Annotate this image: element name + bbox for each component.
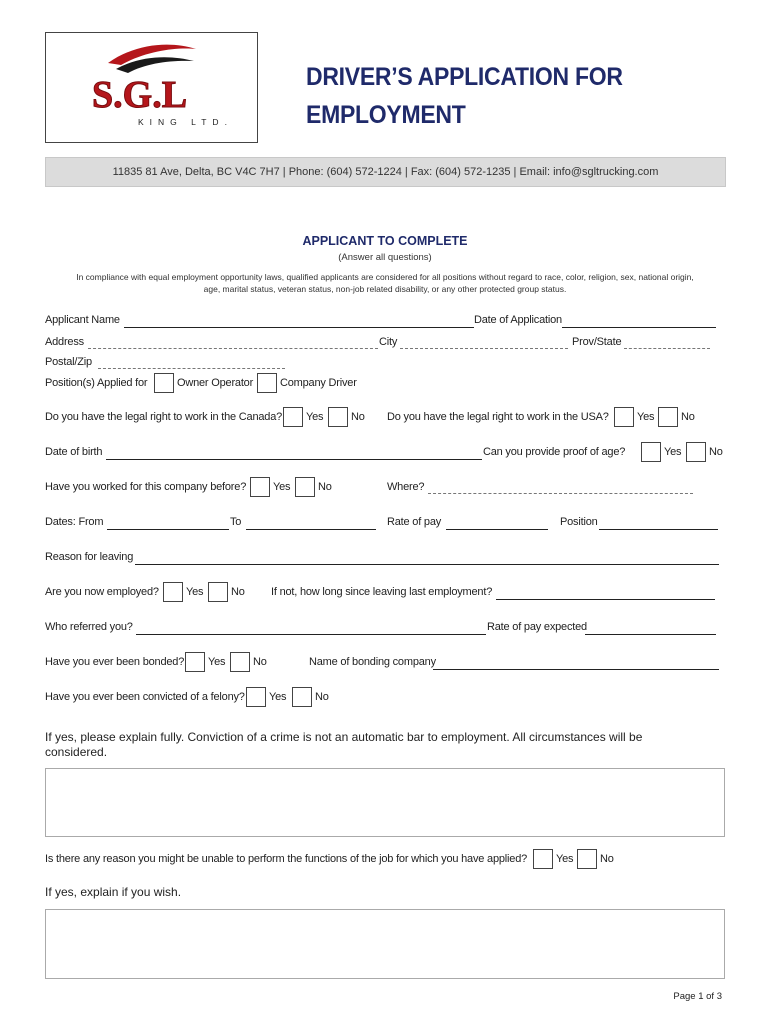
- section-title: APPLICANT TO COMPLETE: [302, 234, 468, 248]
- position-field[interactable]: [599, 529, 718, 530]
- dates-from-label: Dates: From: [45, 516, 104, 528]
- worked-before-no-label: No: [318, 481, 332, 493]
- right-canada-yes-checkbox[interactable]: [283, 407, 303, 427]
- dates-to-label: To: [230, 516, 242, 528]
- title-line-2: EMPLOYMENT: [306, 101, 466, 129]
- explain-wish-textarea[interactable]: [45, 909, 725, 979]
- proof-of-age-no-label: No: [709, 446, 723, 458]
- unable-perform-yes-checkbox[interactable]: [533, 849, 553, 869]
- compliance-note: [60, 271, 710, 295]
- worked-before-label: Have you worked for this company before?: [45, 481, 247, 493]
- proof-of-age-yes-label: Yes: [664, 446, 682, 458]
- bonded-no-checkbox[interactable]: [230, 652, 250, 672]
- postal-zip-label: Postal/Zip: [45, 356, 92, 368]
- felony-yes-checkbox[interactable]: [246, 687, 266, 707]
- right-canada-label: Do you have the legal right to work in the Canada?: [45, 411, 283, 423]
- positions-applied-label: Position(s) Applied for: [45, 377, 148, 389]
- date-of-application-label: Date of Application: [474, 314, 562, 326]
- worked-before-yes-label: Yes: [273, 481, 291, 493]
- now-employed-yes-checkbox[interactable]: [163, 582, 183, 602]
- reason-leaving-label: Reason for leaving: [45, 551, 134, 563]
- right-canada-yes-label: Yes: [306, 411, 324, 423]
- unable-perform-no-label: No: [600, 853, 614, 865]
- felony-yes-label: Yes: [269, 691, 287, 703]
- city-field[interactable]: [400, 348, 568, 349]
- felony-no-checkbox[interactable]: [292, 687, 312, 707]
- bonding-company-field[interactable]: [433, 669, 719, 670]
- now-employed-no-label: No: [231, 586, 245, 598]
- right-usa-no-checkbox[interactable]: [658, 407, 678, 427]
- unable-perform-yes-label: Yes: [556, 853, 574, 865]
- bonded-label: Have you ever been bonded?: [45, 656, 185, 668]
- applicant-name-label: Applicant Name: [45, 314, 120, 326]
- felony-explain-textarea[interactable]: [45, 768, 725, 837]
- position-label: Position: [560, 516, 598, 528]
- how-long-label: If not, how long since leaving last employment?: [271, 586, 493, 598]
- now-employed-yes-label: Yes: [186, 586, 204, 598]
- reason-leaving-field[interactable]: [135, 564, 719, 565]
- company-driver-checkbox[interactable]: [257, 373, 277, 393]
- date-of-birth-label: Date of birth: [45, 446, 103, 458]
- address-field[interactable]: [88, 348, 378, 349]
- proof-of-age-yes-checkbox[interactable]: [641, 442, 661, 462]
- svg-text:KING LTD.: KING LTD.: [138, 117, 233, 127]
- unable-perform-no-checkbox[interactable]: [577, 849, 597, 869]
- address-label: Address: [45, 336, 84, 348]
- right-usa-no-label: No: [681, 411, 695, 423]
- how-long-field[interactable]: [496, 599, 715, 600]
- explain-wish-label: If yes, explain if you wish.: [45, 885, 182, 899]
- bonded-yes-label: Yes: [208, 656, 226, 668]
- where-field[interactable]: [428, 493, 693, 494]
- worked-before-yes-checkbox[interactable]: [250, 477, 270, 497]
- worked-before-no-checkbox[interactable]: [295, 477, 315, 497]
- compliance-line-1: In compliance with equal employment opportunity laws, qualified applicants are considered for all positions without regard to race, color, religion, sex, national origin,: [76, 272, 694, 282]
- postal-zip-field[interactable]: [98, 368, 285, 369]
- prov-state-field[interactable]: [624, 348, 710, 349]
- dates-from-field[interactable]: [107, 529, 229, 530]
- where-label: Where?: [387, 481, 425, 493]
- prov-state-label: Prov/State: [572, 336, 622, 348]
- owner-operator-checkbox[interactable]: [154, 373, 174, 393]
- felony-label: Have you ever been convicted of a felony?: [45, 691, 245, 703]
- bonding-company-label: Name of bonding company: [309, 656, 436, 668]
- felony-explain-line-2: considered.: [45, 745, 108, 759]
- company-logo: [46, 33, 257, 142]
- address-bar: 11835 81 Ave, Delta, BC V4C 7H7 | Phone: (604) 572-1224 | Fax: (604) 572-1235 | Email: info@sgltrucking.com: [45, 157, 726, 187]
- proof-of-age-label: Can you provide proof of age?: [483, 446, 626, 458]
- title-line-1: DRIVER’S APPLICATION FOR: [306, 63, 623, 91]
- bonded-yes-checkbox[interactable]: [185, 652, 205, 672]
- company-logo-box: [45, 32, 258, 143]
- date-of-application-field[interactable]: [562, 327, 716, 328]
- compliance-line-2: age, marital status, veteran status, non-job related disability, or any other protected group status.: [203, 284, 567, 294]
- company-driver-label: Company Driver: [280, 377, 357, 389]
- now-employed-no-checkbox[interactable]: [208, 582, 228, 602]
- who-referred-label: Who referred you?: [45, 621, 133, 633]
- felony-explain-text: [45, 730, 642, 760]
- right-usa-label: Do you have the legal right to work in the USA?: [387, 411, 609, 423]
- right-usa-yes-label: Yes: [637, 411, 655, 423]
- svg-text:S.G.L: S.G.L: [92, 74, 188, 116]
- date-of-birth-field[interactable]: [106, 459, 482, 460]
- dates-to-field[interactable]: [246, 529, 376, 530]
- felony-no-label: No: [315, 691, 329, 703]
- bonded-no-label: No: [253, 656, 267, 668]
- felony-explain-line-1: If yes, please explain fully. Conviction of a crime is not an automatic bar to employment. All circumstances will be: [45, 730, 643, 744]
- owner-operator-label: Owner Operator: [177, 377, 254, 389]
- proof-of-age-no-checkbox[interactable]: [686, 442, 706, 462]
- rate-expected-label: Rate of pay expected: [487, 621, 587, 633]
- who-referred-field[interactable]: [136, 634, 486, 635]
- section-subtitle: (Answer all questions): [338, 252, 432, 263]
- rate-of-pay-field[interactable]: [446, 529, 548, 530]
- page-number: Page 1 of 3: [673, 991, 722, 1002]
- applicant-name-field[interactable]: [124, 327, 474, 328]
- page-title: [306, 58, 623, 134]
- right-canada-no-checkbox[interactable]: [328, 407, 348, 427]
- now-employed-label: Are you now employed?: [45, 586, 159, 598]
- right-canada-no-label: No: [351, 411, 365, 423]
- city-label: City: [379, 336, 398, 348]
- unable-perform-label: Is there any reason you might be unable to perform the functions of the job for which you have applied?: [45, 853, 528, 865]
- rate-expected-field[interactable]: [585, 634, 716, 635]
- right-usa-yes-checkbox[interactable]: [614, 407, 634, 427]
- rate-of-pay-label: Rate of pay: [387, 516, 442, 528]
